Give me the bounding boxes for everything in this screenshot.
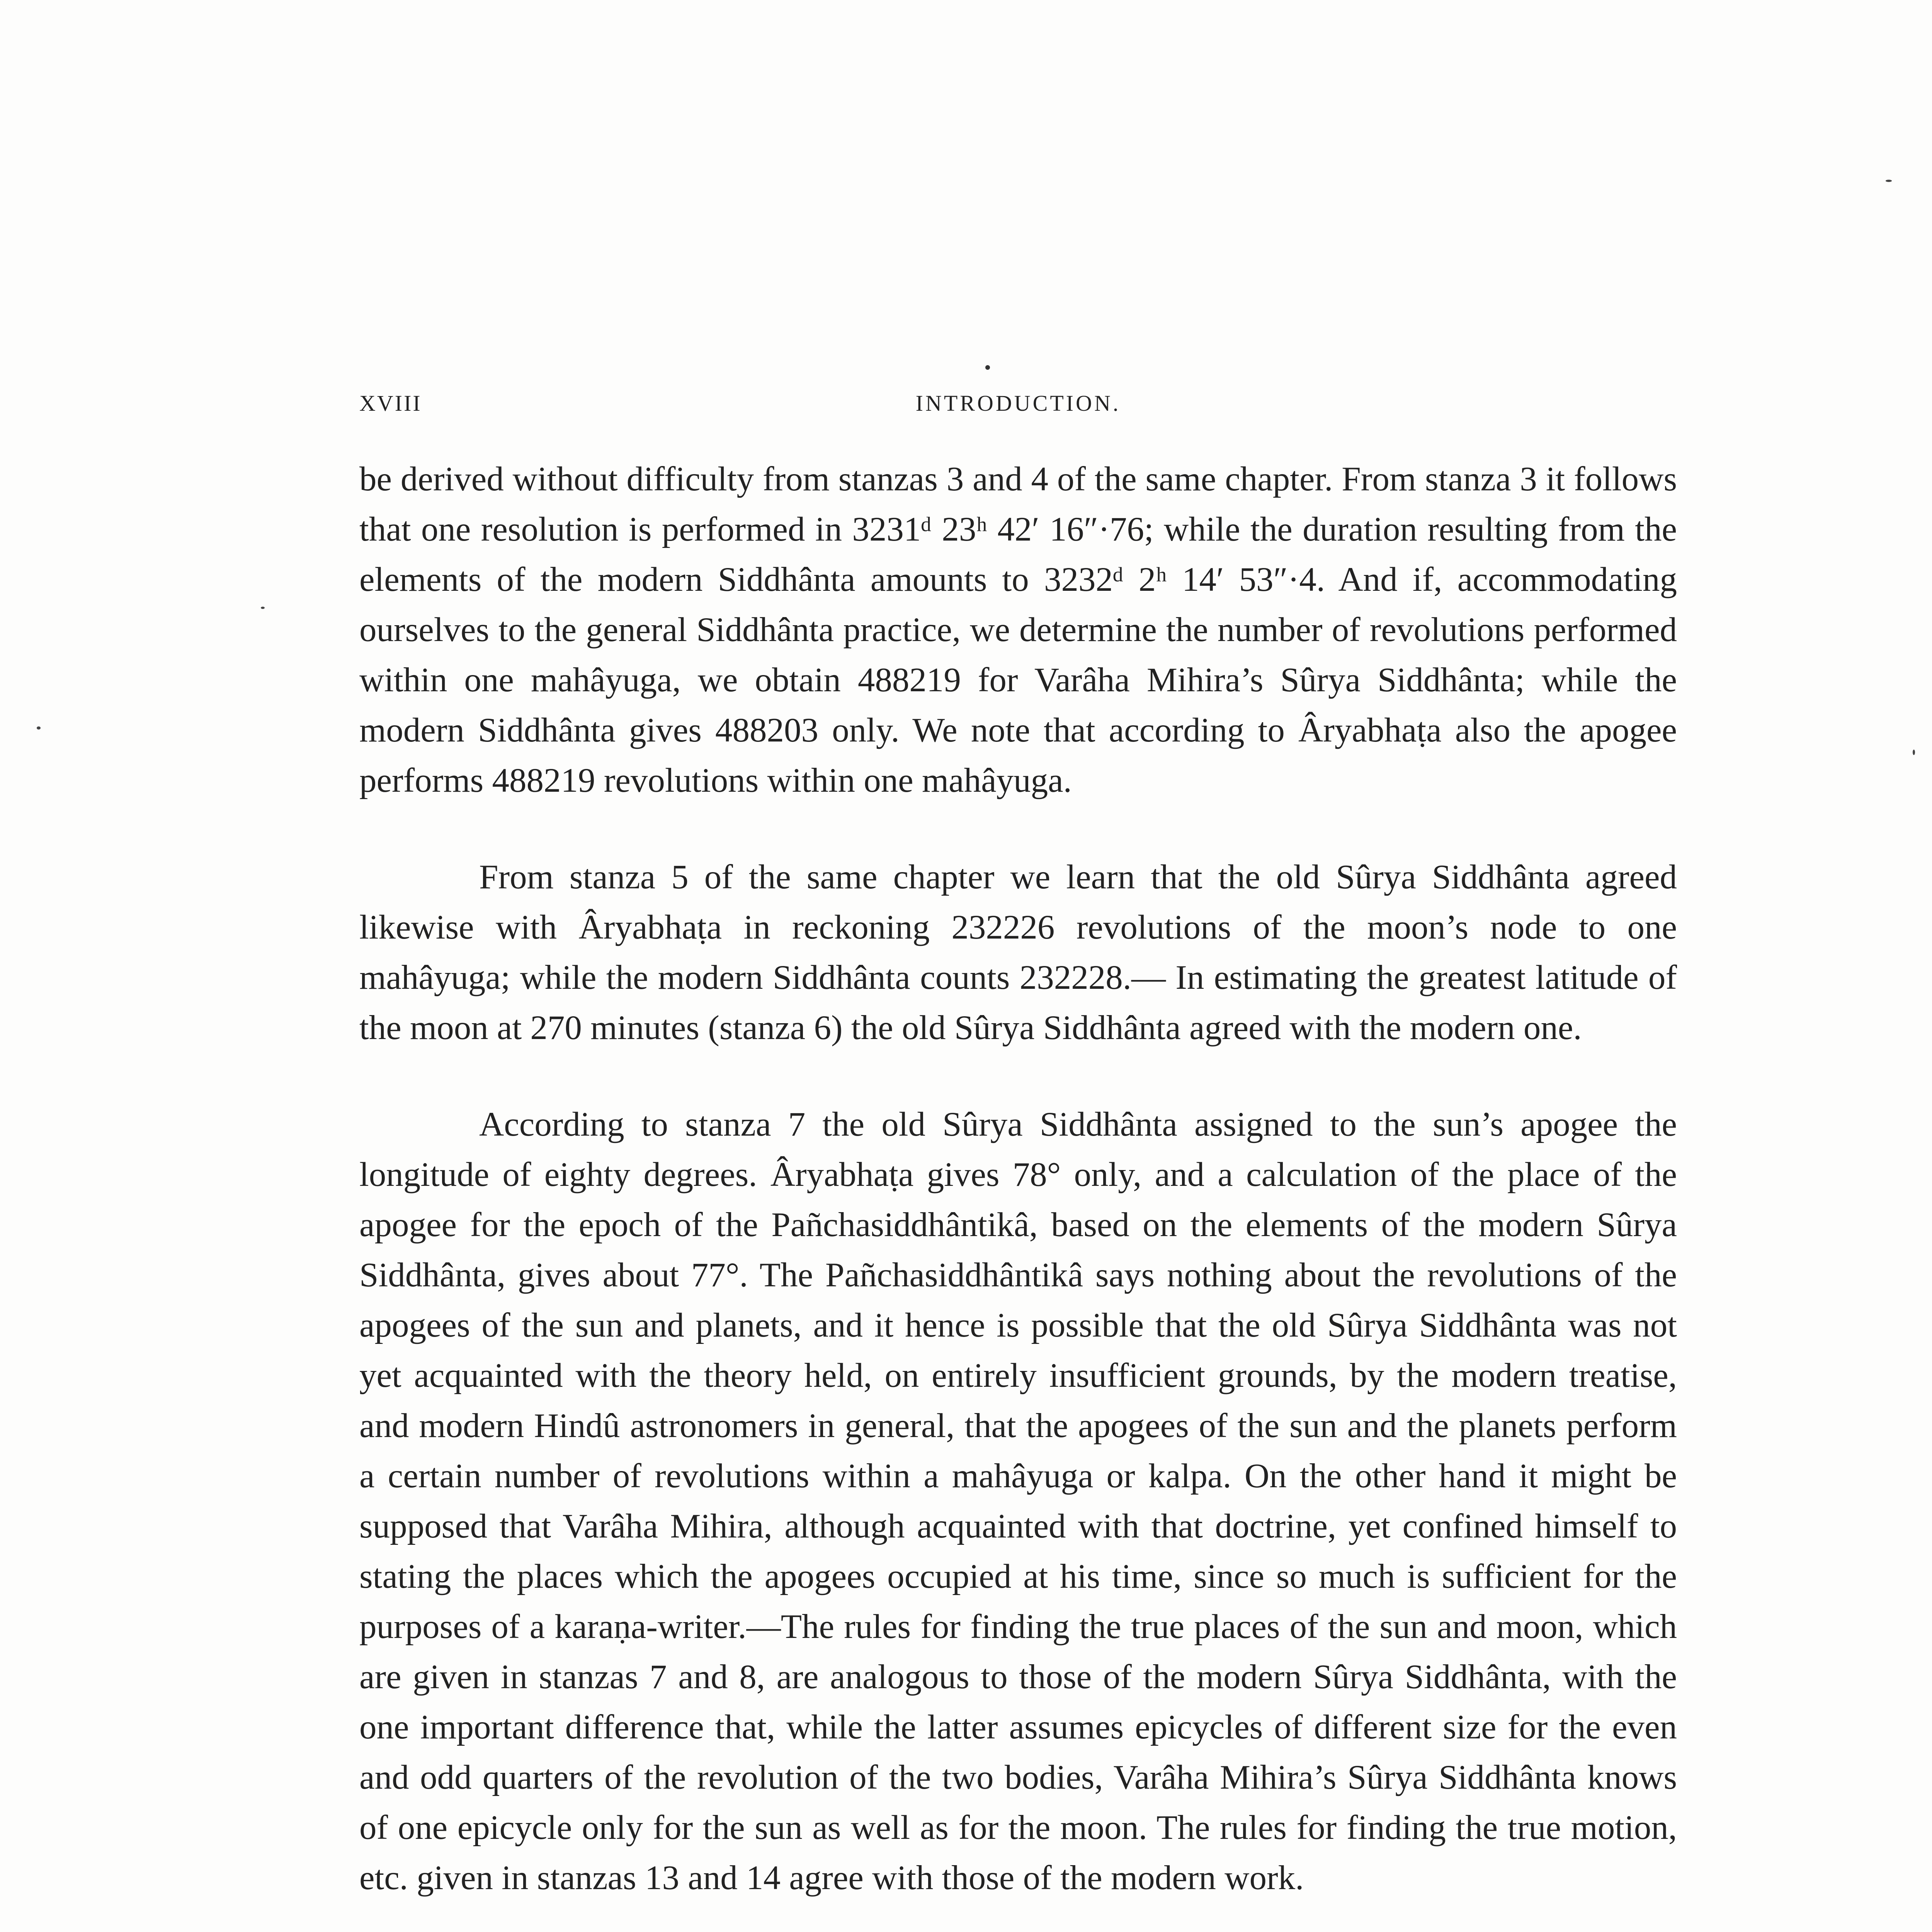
speck <box>261 607 265 609</box>
speck <box>1913 750 1915 755</box>
page-number: XVIII <box>359 391 422 416</box>
running-head: INTRODUCTION. <box>915 391 1121 416</box>
printer-dot <box>985 365 990 370</box>
body-text <box>359 454 1677 1932</box>
paragraph-moon-node: From stanza 5 of the same chapter we learn that the old Sûrya Siddhânta agreed likewise with Âryabhaṭa in reckoning 232226 revolutions of the moon’s node to one mahâyuga; while the modern Siddhânta counts 232228.— In estimating the greatest latitude of the moon at 270 minutes (stanza 6) the old Sûrya Siddhânta agreed with the modern one. <box>359 858 1677 1047</box>
paragraph-continuation: be derived without difficulty from stanzas 3 and 4 of the same chapter. From stanza 3 it follows that one resolution is performed in 3231ᵈ 23ʰ 42′ 16″·76; while the duration resulting from the elements of the modern Siddhânta amounts to 3232ᵈ 2ʰ 14′ 53″·4. And if, accommodating ourselves to the general Siddhânta practice, we determine the number of revolutions performed within one mahâyuga, we obtain 488219 for Varâha Mihira’s Sûrya Siddhânta; while the modern Siddhânta gives 488203 only. We note that according to Âryabhaṭa also the apogee performs 488219 revolutions within one mahâyuga. <box>359 460 1677 799</box>
page-header <box>359 390 1677 425</box>
speck <box>37 726 41 730</box>
paragraph-sun-apogee: According to stanza 7 the old Sûrya Siddhânta assigned to the sun’s apogee the longitude of eighty degrees. Âryabhaṭa gives 78° only, and a calculation of the place of the apogee for the epoch of the Pañchasiddhântikâ, based on the elements of the modern Sûrya Siddhânta, gives about 77°. The Pañchasiddhântikâ says nothing about the revolutions of the apogees of the sun and planets, and it hence is possible that the old Sûrya Siddhânta was not yet acquainted with the theory held, on entirely insufficient grounds, by the modern treatise, and modern Hindû astronomers in general, that the apogees of the sun and the planets perform a certain number of revolutions within a mahâyuga or kalpa. On the other hand it might be supposed that Varâha Mihira, although acquainted with that doctrine, yet confined himself to stating the places which the apogees occupied at his time, since so much is sufficient for the purposes of a karaṇa-writer.—The rules for finding the true places of the sun and moon, which are given in stanzas 7 and 8, are analogous to those of the modern Sûrya Siddhânta, with the one important difference that, while the latter assumes epicycles of different size for the even and odd quarters of the revolution of the two bodies, Varâha Mihira’s Sûrya Siddhânta knows of one epicycle only for the sun as well as for the moon. The rules for finding the true motion, etc. given in stanzas 13 and 14 agree with those of the modern work. <box>359 1105 1677 1897</box>
speck <box>1886 180 1892 182</box>
